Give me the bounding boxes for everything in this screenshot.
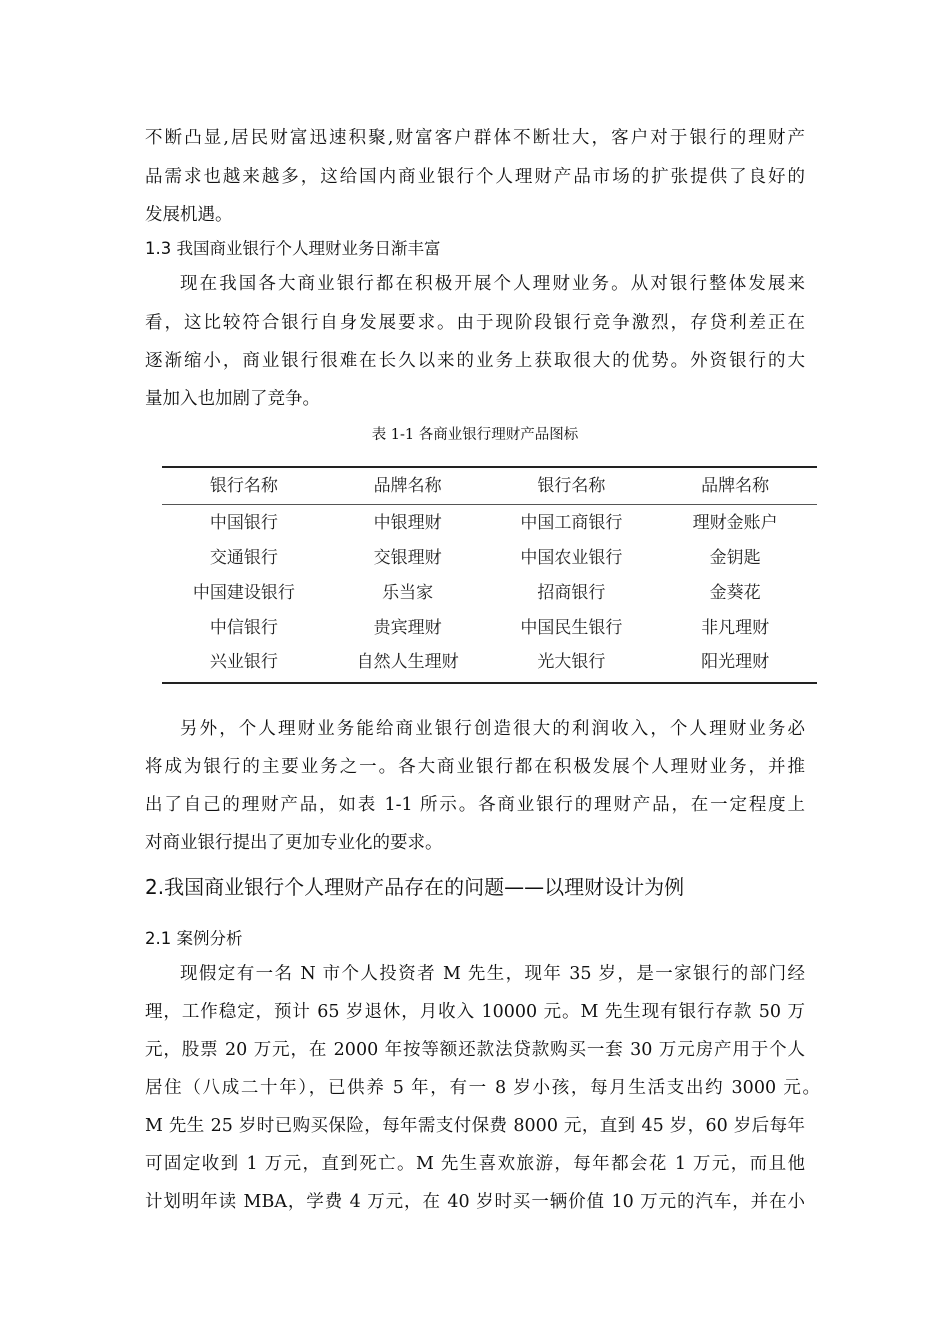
table-cell: 理财金账户 <box>692 513 778 533</box>
text-line: 量加入也加剧了竞争。 <box>145 389 320 409</box>
text-line: 元，股票 20 万元，在 2000 年按等额还款法贷款购买一套 30 万元房产用于个人 <box>145 1040 805 1060</box>
table-cell: 中信银行 <box>209 618 278 638</box>
table-cell: 自然人生理财 <box>356 652 459 672</box>
text-line: 对商业银行提出了更加专业化的要求。 <box>145 833 443 853</box>
table-cell: 贵宾理财 <box>373 618 442 638</box>
text-line: 发展机遇。 <box>145 205 233 225</box>
text-line: 理，工作稳定，预计 65 岁退休，月收入 10000 元。M 先生现有银行存款 50 万 <box>145 1002 805 1022</box>
table-cell: 兴业银行 <box>209 652 278 672</box>
table-cell: 中国民生银行 <box>520 618 623 638</box>
table-bottom-rule <box>162 682 817 684</box>
text-line: 不断凸显,居民财富迅速积聚,财富客户群体不断壮大，客户对于银行的理财产 <box>145 128 805 148</box>
table-cell: 招商银行 <box>537 583 606 603</box>
table-caption: 表 1-1 各商业银行理财产品图标 <box>371 427 579 443</box>
table-row <box>162 613 817 643</box>
table-cell: 交通银行 <box>209 548 278 568</box>
section-heading-2: 2.我国商业银行个人理财产品存在的问题——以理财设计为例 <box>145 875 685 899</box>
table-row <box>162 647 817 677</box>
section-heading-1-3: 1.3 我国商业银行个人理财业务日渐丰富 <box>145 239 441 258</box>
table-header-row <box>162 471 817 501</box>
table-row <box>162 578 817 608</box>
text-line: 看，这比较符合银行自身发展要求。由于现阶段银行竞争激烈，存贷利差正在 <box>145 313 805 333</box>
table-cell: 中国工商银行 <box>520 513 623 533</box>
column-header: 银行名称 <box>209 476 278 496</box>
text-line: 逐渐缩小，商业银行很难在长久以来的业务上获取很大的优势。外资银行的大 <box>145 351 805 371</box>
text-line: 计划明年读 MBA，学费 4 万元，在 40 岁时买一辆价值 10 万元的汽车，并在小 <box>145 1192 805 1212</box>
text-line: M 先生 25 岁时已购买保险，每年需支付保费 8000 元，直到 45 岁，60 岁后每年 <box>145 1116 805 1136</box>
table-cell: 中国银行 <box>209 513 278 533</box>
text-line: 居住（八成二十年），已供养 5 年，有一 8 岁小孩，每月生活支出约 3000 元。 <box>145 1078 820 1098</box>
table-row <box>162 508 817 538</box>
table-row <box>162 543 817 573</box>
text-line: 另外，个人理财业务能给商业银行创造很大的利润收入，个人理财业务必 <box>180 719 805 739</box>
table-top-rule <box>162 466 817 468</box>
column-header: 品牌名称 <box>373 476 442 496</box>
text-line: 出了自己的理财产品，如表 1-1 所示。各商业银行的理财产品，在一定程度上 <box>145 795 805 815</box>
table-cell: 中国建设银行 <box>192 583 295 603</box>
column-header: 品牌名称 <box>701 476 770 496</box>
column-header: 银行名称 <box>537 476 606 496</box>
table-cell: 阳光理财 <box>701 652 770 672</box>
table-header-rule <box>162 504 817 505</box>
text-line: 现在我国各大商业银行都在积极开展个人理财业务。从对银行整体发展来 <box>180 274 805 294</box>
text-line: 品需求也越来越多，这给国内商业银行个人理财产品市场的扩张提供了良好的 <box>145 167 805 187</box>
table-cell: 交银理财 <box>373 548 442 568</box>
table-cell: 乐当家 <box>382 583 434 603</box>
text-line: 将成为银行的主要业务之一。各大商业银行都在积极发展个人理财业务，并推 <box>145 757 805 777</box>
table-cell: 非凡理财 <box>701 618 770 638</box>
table-cell: 金钥匙 <box>709 548 761 568</box>
table-cell: 中银理财 <box>373 513 442 533</box>
table-cell: 金葵花 <box>709 583 761 603</box>
text-line: 可固定收到 1 万元，直到死亡。M 先生喜欢旅游，每年都会花 1 万元，而且他 <box>145 1154 805 1174</box>
table-cell: 中国农业银行 <box>520 548 623 568</box>
table-cell: 光大银行 <box>537 652 606 672</box>
text-line: 现假定有一名 N 市个人投资者 M 先生，现年 35 岁，是一家银行的部门经 <box>180 964 805 984</box>
section-heading-2-1: 2.1 案例分析 <box>145 929 243 948</box>
